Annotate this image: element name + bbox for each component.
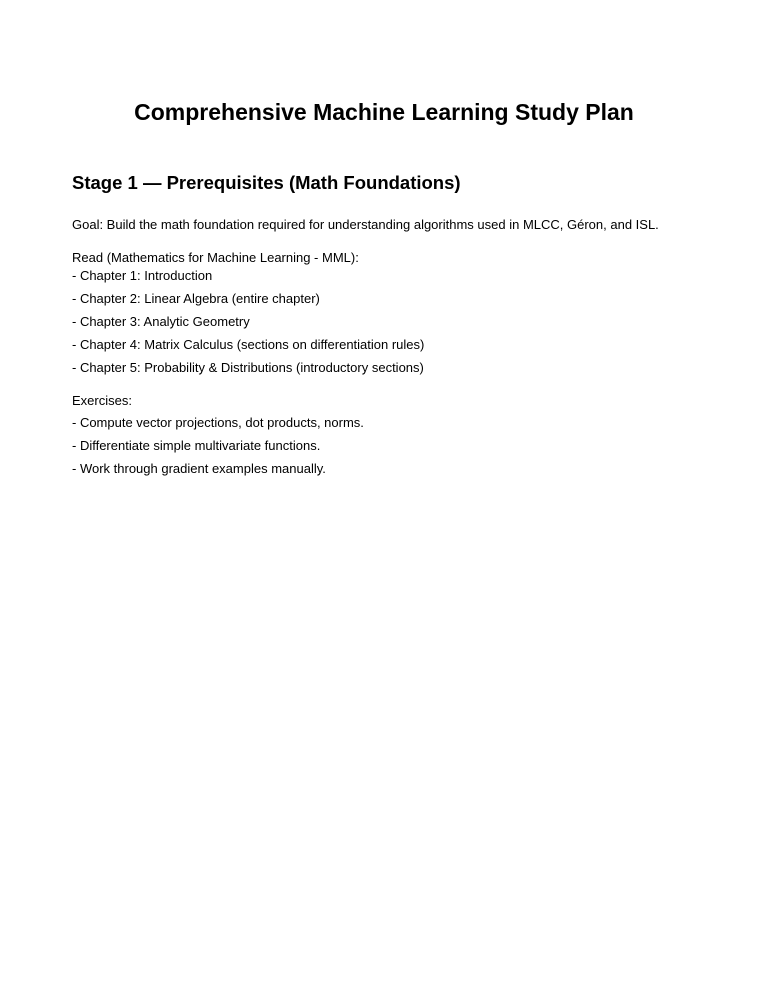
read-label: Read (Mathematics for Machine Learning - MML):	[72, 250, 359, 265]
goal-text: Goal: Build the math foundation required for understanding algorithms used in MLCC, Géron, and ISL.	[72, 217, 659, 232]
read-item: - Chapter 4: Matrix Calculus (sections on differentiation rules)	[72, 337, 425, 352]
read-item: - Chapter 5: Probability & Distributions (introductory sections)	[72, 360, 424, 375]
exercise-item: - Work through gradient examples manually.	[72, 461, 326, 476]
document-title: Comprehensive Machine Learning Study Plan	[134, 99, 634, 125]
read-item: - Chapter 2: Linear Algebra (entire chapter)	[72, 291, 320, 306]
exercise-item: - Differentiate simple multivariate functions.	[72, 438, 321, 453]
exercise-item: - Compute vector projections, dot products, norms.	[72, 415, 364, 430]
stage-1-heading: Stage 1 — Prerequisites (Math Foundations)	[72, 172, 461, 193]
read-item: - Chapter 3: Analytic Geometry	[72, 314, 250, 329]
exercises-label: Exercises:	[72, 393, 132, 408]
read-item: - Chapter 1: Introduction	[72, 268, 213, 283]
